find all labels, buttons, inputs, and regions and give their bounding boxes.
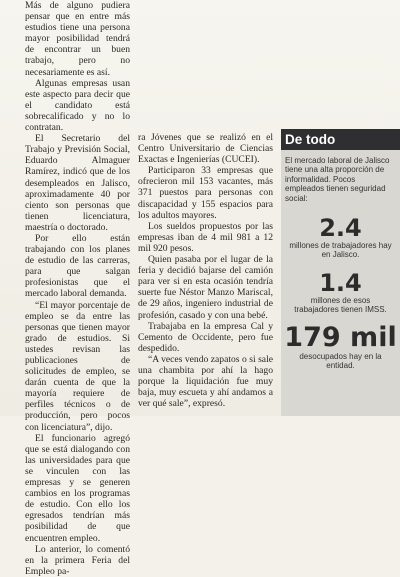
- stat-block-imss: [281, 260, 400, 315]
- stat-label: desocupados hay en la entidad.: [299, 351, 382, 371]
- article-column-2: [138, 0, 273, 416]
- column-blank-space: [138, 0, 273, 132]
- article-paragraph: Algunas empresas usan este aspecto para decir que el candidato está sobrecalificado y no lo contratan.: [25, 77, 130, 134]
- stats-sidebar: [281, 129, 400, 416]
- article-paragraph: “A veces vendo zapatos o si sale una chambita por ahí la hago porque la liquidación fue muy baja, muy escueta y ahí andamos a ver qué sale”, expresó.: [138, 353, 273, 410]
- article-paragraph: “El mayor porcentaje de empleo se da entre las personas que tienen mayor grado de estudios. Si ustedes revisan las publicaciones de solicitudes de empleo, se darán cuenta de que la mayoría requiere de perfiles técnicos o de producción, pero pocos con licenciatura”, dijo.: [25, 299, 130, 433]
- article-paragraph: Participaron 33 empresas que ofrecieron mil 153 vacantes, más 371 puestos para personas con discapacidad y 155 espacios para los adultos mayores.: [138, 165, 273, 221]
- stat-label: millones de esos trabajadores tienen IMSS.: [294, 295, 387, 315]
- sidebar-title: De todo: [281, 129, 400, 150]
- article-paragraph: Los sueldos propuestos por las empresas iban de 4 mil 981 a 12 mil 920 pesos.: [138, 220, 273, 254]
- stat-number: 179 mil: [284, 321, 397, 353]
- article-paragraph: Por ello están trabajando con los planes de estudio de las carreras, para que salgan profesionistas que el mercado laboral demanda.: [25, 232, 130, 300]
- article-paragraph: Quien pasaba por el lugar de la feria y decidió bajarse del camión para ver si en esta ocasión tendría suerte fue Néstor Manzo Mariscal, de 29 años, ingeniero industrial de profesión, casado y con una bebé.: [138, 254, 273, 321]
- article-paragraph: El funcionario agregó que se está dialogando con las universidades para que se vinculen con las empresas y se generen cambios en los programas de estudio. Con ello los egresados tendrían más posibilidad de que encuentren empleo.: [25, 432, 130, 544]
- article-paragraph: El Secretario del Trabajo y Previsión Social, Eduardo Almaguer Ramírez, indicó que de los desempleados en Jalisco, aproximadamente 40 por ciento son personas que tienen licenciatura, maestría o doctorado.: [25, 133, 130, 233]
- article-column-1: [25, 0, 130, 577]
- stat-number: 2.4: [319, 214, 362, 243]
- article-paragraph: ra Jóvenes que se realizó en el Centro Universitario de Ciencias Exactas e Ingenierías (CUCEI).: [138, 132, 273, 166]
- article-paragraph: Trabajaba en la empresa Cal y Cemento de Occidente, pero fue despedido.: [138, 320, 273, 354]
- article-paragraph: Lo anterior, lo comentó en la primera Feria del Empleo pa-: [25, 543, 130, 577]
- stat-block-workers: [281, 203, 400, 260]
- stat-number: 1.4: [319, 268, 362, 297]
- stat-label: millones de trabajadores hay en Jalisco.: [289, 241, 392, 260]
- stat-block-unemployed: [281, 315, 400, 371]
- article-paragraph: Más de alguno pudiera pensar que en entre más estudios tiene una persona mayor posibilidad tendrá de encontrar un buen trabajo, pero no necesariamente es así.: [25, 0, 130, 78]
- sidebar-intro: El mercado laboral de Jalisco tiene una alta proporción de informalidad. Pocos empleados tienen seguridad social:: [285, 156, 390, 203]
